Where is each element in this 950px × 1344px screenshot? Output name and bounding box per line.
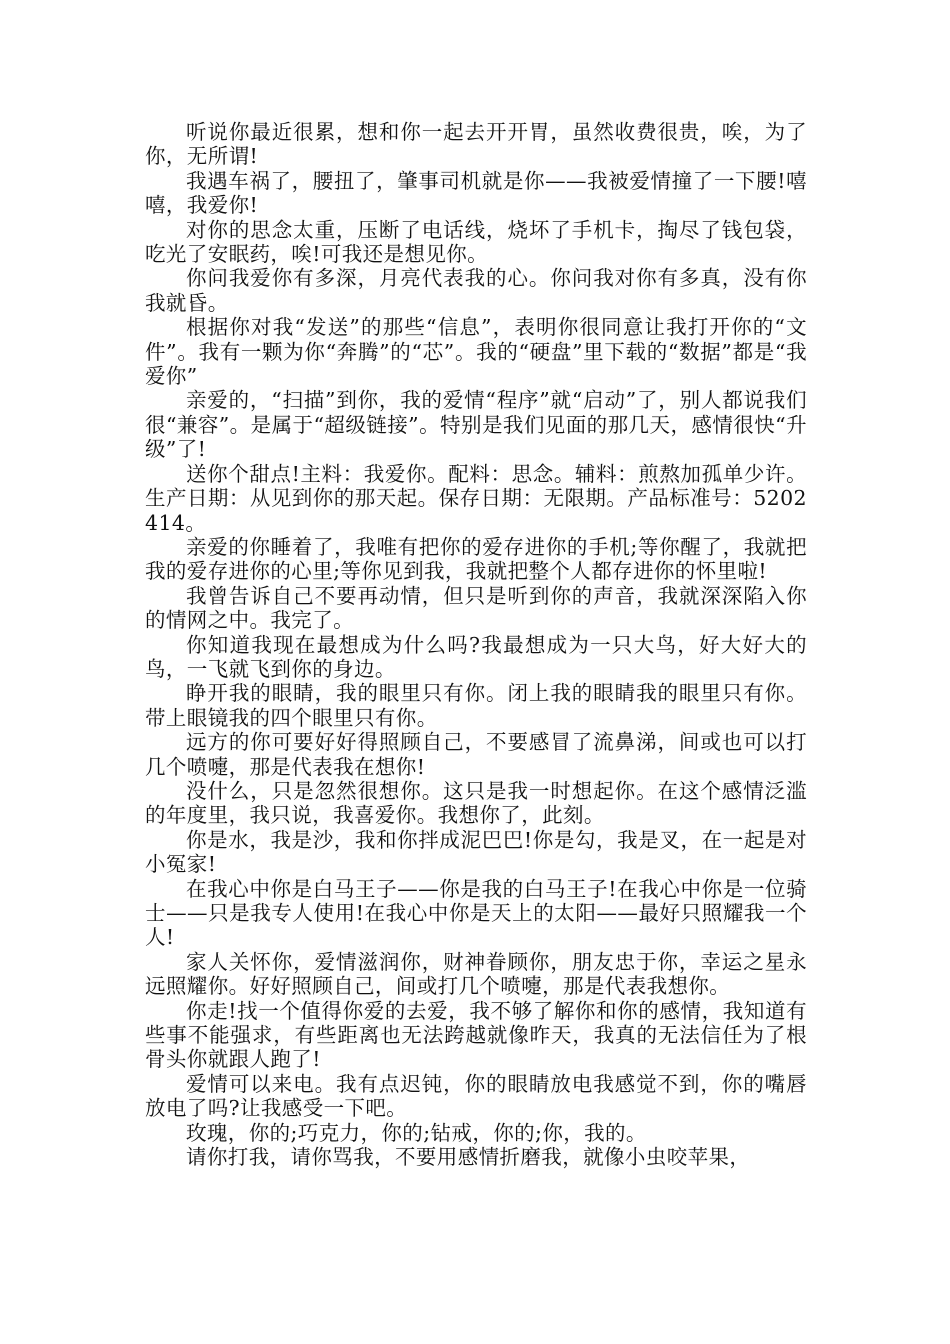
paragraph: 你走!找一个值得你爱的去爱，我不够了解你和你的感情，我知道有些事不能强求，有些距离也无法跨越就像昨天，我真的无法信任为了根骨头你就跟人跑了! bbox=[145, 998, 807, 1072]
paragraph: 根据你对我“发送”的那些“信息”，表明你很同意让我打开你的“文件”。我有一颗为你“奔腾”的“芯”。我的“硬盘”里下载的“数据”都是“我爱你” bbox=[145, 315, 807, 389]
paragraph: 亲爱的你睡着了，我唯有把你的爱存进你的手机;等你醒了，我就把我的爱存进你的心里;等你见到我，我就把整个人都存进你的怀里啦! bbox=[145, 534, 807, 584]
paragraph: 远方的你可要好好得照顾自己，不要感冒了流鼻涕，间或也可以打几个喷嚏，那是代表我在想你! bbox=[145, 730, 807, 779]
paragraph: 我曾告诉自己不要再动情，但只是听到你的声音，我就深深陷入你的情网之中。我完了。 bbox=[145, 583, 807, 633]
paragraph: 亲爱的，“扫描”到你，我的爱情“程序”就“启动”了，别人都说我们很“兼容”。是属于“超级链接”。特别是我们见面的那几天，感情很快“升级”了! bbox=[145, 388, 807, 462]
paragraph: 睁开我的眼睛，我的眼里只有你。闭上我的眼睛我的眼里只有你。带上眼镜我的四个眼里只有你。 bbox=[145, 681, 807, 730]
paragraph: 你问我爱你有多深，月亮代表我的心。你问我对你有多真，没有你我就昏。 bbox=[145, 266, 807, 315]
paragraph: 爱情可以来电。我有点迟钝，你的眼睛放电我感觉不到，你的嘴唇放电了吗?让我感受一下吧。 bbox=[145, 1071, 807, 1121]
paragraph: 没什么，只是忽然很想你。这只是我一时想起你。在这个感情泛滥的年度里，我只说，我喜爱你。我想你了，此刻。 bbox=[145, 778, 807, 828]
paragraph: 玫瑰，你的;巧克力，你的;钻戒，你的;你，我的。 bbox=[186, 1120, 647, 1145]
paragraph: 你知道我现在最想成为什么吗?我最想成为一只大鸟，好大好大的鸟，一飞就飞到你的身边。 bbox=[145, 632, 807, 681]
paragraph: 家人关怀你，爱情滋润你，财神眷顾你，朋友忠于你，幸运之星永远照耀你。好好照顾自己，间或打几个喷嚏，那是代表我想你。 bbox=[145, 949, 807, 999]
paragraph: 请你打我，请你骂我，不要用感情折磨我，就像小虫咬苹果， bbox=[186, 1145, 751, 1170]
paragraph: 对你的思念太重，压断了电话线，烧坏了手机卡，掏尽了钱包袋，吃光了安眠药，唉!可我还是想见你。 bbox=[145, 217, 807, 267]
paragraph: 你是水，我是沙，我和你拌成泥巴巴!你是勾，我是叉，在一起是对小冤家! bbox=[145, 827, 807, 877]
paragraph: 我遇车祸了，腰扭了，肇事司机就是你——我被爱情撞了一下腰!嘻嘻，我爱你! bbox=[145, 168, 807, 218]
document-body bbox=[145, 120, 807, 1169]
paragraph: 送你个甜点!主料：我爱你。配料：思念。辅料：煎熬加孤单少许。生产日期：从见到你的那天起。保存日期：无限期。产品标准号：5202414。 bbox=[145, 461, 807, 535]
paragraph: 听说你最近很累，想和你一起去开开胃，虽然收费很贵，唉，为了你，无所谓! bbox=[145, 120, 807, 169]
paragraph: 在我心中你是白马王子——你是我的白马王子!在我心中你是一位骑士——只是我专人使用!在我心中你是天上的太阳——最好只照耀我一个人! bbox=[145, 876, 807, 950]
